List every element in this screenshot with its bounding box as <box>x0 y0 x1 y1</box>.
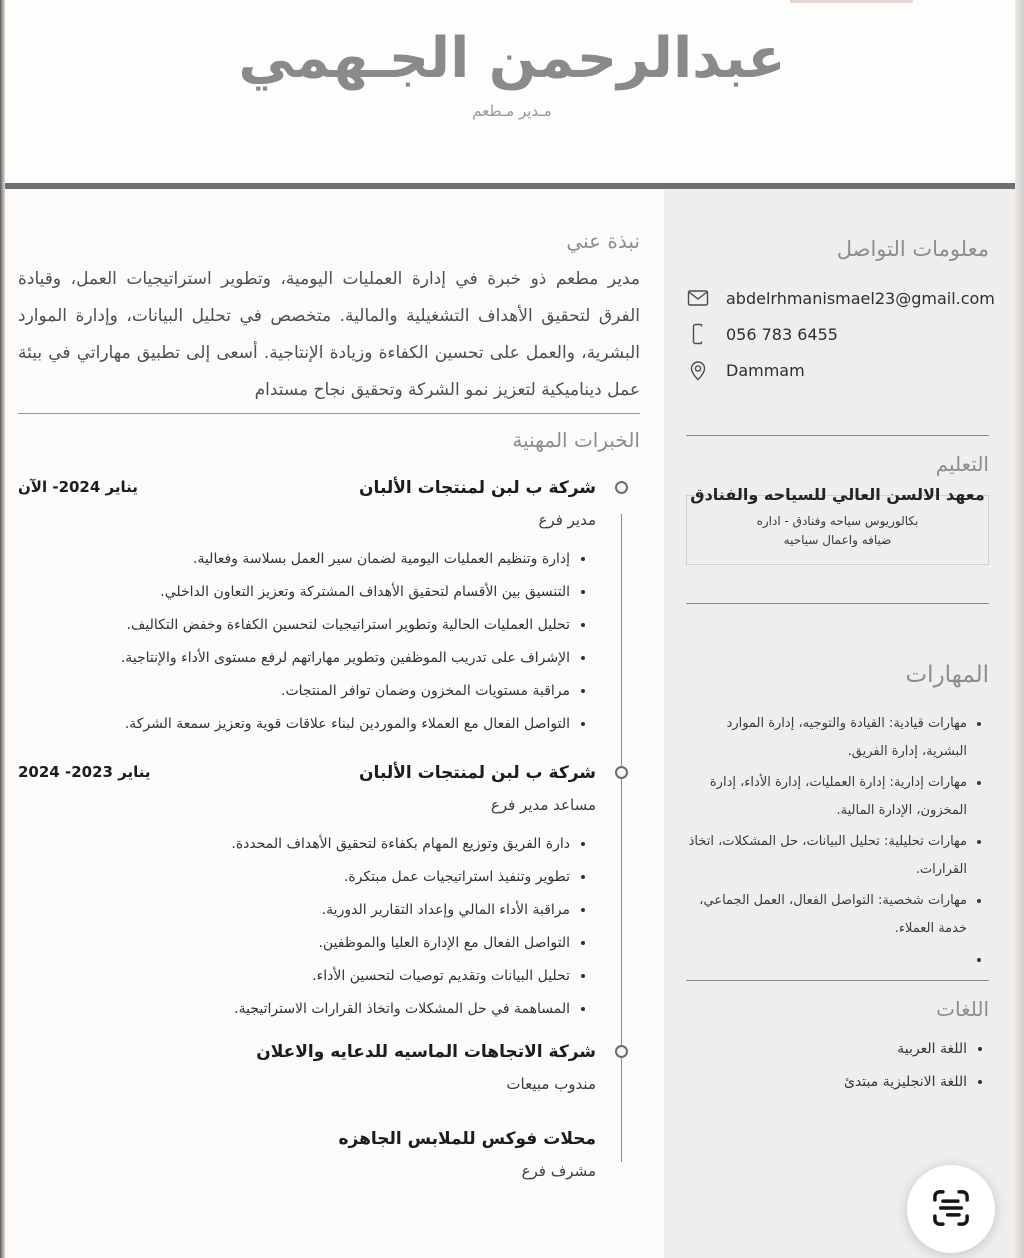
job-role: مدير فرع <box>538 511 596 529</box>
skill-item: • مهارات تحليلية: تحليل البيانات، حل المشكلات، اتخاذ القرارات. <box>686 828 967 884</box>
job-company: محلات فوكس للملابس الجاهزه <box>338 1129 596 1149</box>
contact-location-value: Dammam <box>726 360 805 380</box>
job-bullet: • مراقبة الأداء المالي وإعداد التقارير الدورية. <box>18 894 570 927</box>
skill-item: • مهارات قيادية: القيادة والتوجيه، إدارة الموارد البشرية، إدارة الفريق. <box>686 710 967 766</box>
job-bullet: • إدارة وتنظيم العمليات اليومية لضمان سير العمل بسلاسة وفعالية. <box>18 543 570 576</box>
sidebar-divider <box>686 603 989 604</box>
languages-list <box>686 1041 967 1090</box>
job-title: مـدير مـطعم <box>472 102 552 120</box>
page-left-edge <box>0 0 5 1258</box>
contact-list <box>686 285 995 383</box>
language-item: • اللغة الانجليزية مبتدئ <box>686 1074 967 1090</box>
job-bullet: • التنسيق بين الأقسام لتحقيق الأهداف المشتركة وتعزيز التعاون الداخلي. <box>18 576 570 609</box>
location-pin-icon <box>686 358 710 382</box>
job-company: شركة الاتجاهات الماسيه للدعايه والاعلان <box>256 1042 596 1062</box>
job-bullet: • الإشراف على تدريب الموظفين وتطوير مهاراتهم لرفع مستوى الأداء والإنتاجية. <box>18 642 570 675</box>
timeline-dot-icon <box>615 766 628 779</box>
main-column <box>0 189 664 1258</box>
person-name: عبدالرحمن الجـهمي <box>238 26 786 91</box>
skill-item: • مهارات إدارية: إدارة العمليات، إدارة الأداء، إدارة المخزون، الإدارة المالية. <box>686 769 967 825</box>
job-company: شركة ب لبن لمنتجات الألبان <box>359 478 596 498</box>
sidebar-divider <box>686 435 989 436</box>
job-entry <box>18 478 596 741</box>
timeline-dot-icon <box>615 481 628 494</box>
contact-section-heading: معلومات التواصل <box>836 237 989 261</box>
job-bullet: • المساهمة في حل المشكلات واتخاذ القرارات الاستراتيجية. <box>18 993 570 1026</box>
job-bullet: • دارة الفريق وتوزيع المهام بكفاءة لتحقيق الأهداف المحددة. <box>18 828 570 861</box>
contact-email-value: abdelrhmanismael23@gmail.com <box>726 288 995 308</box>
sidebar <box>664 189 1024 1258</box>
education-degree-line1: بكالوريوس سياحه وفنادق - اداره <box>756 514 919 528</box>
education-institute: معهد الالسن العالي للسياحه والفنادق <box>690 485 985 504</box>
contact-item-phone <box>686 321 989 347</box>
job-role: مساعد مدير فرع <box>490 796 596 814</box>
email-icon <box>686 286 710 310</box>
job-bullets <box>18 543 570 741</box>
job-bullets <box>18 828 570 1026</box>
job-date: يناير 2024- الآن <box>18 478 138 496</box>
resume-header <box>0 0 1024 183</box>
phone-icon <box>686 322 710 346</box>
job-entry <box>18 1129 596 1180</box>
about-section-heading: نبذة عني <box>566 229 640 253</box>
job-bullet: • تحليل العمليات الحالية وتطوير استراتيجيات لتحسين الكفاءة وخفض التكاليف. <box>18 609 570 642</box>
job-bullet: • التواصل الفعال مع العملاء والموردين لبناء علاقات قوية وتعزيز سمعة الشركة. <box>18 708 570 741</box>
language-item: • اللغة العربية <box>686 1041 967 1057</box>
job-role: مندوب مبيعات <box>506 1075 596 1093</box>
job-bullet: • تحليل البيانات وتقديم توصيات لتحسين الأداء. <box>18 960 570 993</box>
experience-timeline <box>18 478 640 1180</box>
experience-section-heading: الخبرات المهنية <box>512 428 640 452</box>
skills-section-heading: المهارات <box>905 662 989 688</box>
page-top-edge <box>790 0 913 3</box>
job-role: مشرف فرع <box>521 1162 596 1180</box>
contact-phone-value: 056 783 6455 <box>726 324 838 344</box>
job-date: يناير 2023- 2024 <box>18 763 151 781</box>
job-bullet: • مراقبة مستويات المخزون وضمان توافر المنتجات. <box>18 675 570 708</box>
scan-button[interactable] <box>907 1165 995 1253</box>
education-degree-line2: ضيافه واعمال سياحيه <box>783 533 892 547</box>
sidebar-divider <box>686 980 989 981</box>
scan-text-icon <box>928 1185 974 1234</box>
contact-item-email <box>686 285 995 311</box>
education-section-heading: التعليم <box>935 452 989 476</box>
skill-item: • مهارات شخصية: التواصل الفعال، العمل الجماعي، خدمة العملاء. <box>686 887 967 943</box>
resume-body <box>0 189 1024 1258</box>
job-bullet: • التواصل الفعال مع الإدارة العليا والموظفين. <box>18 927 570 960</box>
contact-item-location <box>686 357 989 383</box>
about-text: مدير مطعم ذو خبرة في إدارة العمليات اليومية، وتطوير استراتيجيات العمل، وقيادة الفرق لتحقيق الأهداف التشغيلية والمالية. متخصص في تحليل البيانات، وإدارة الموارد البشرية، والعمل على تحسين الكفاءة وزيادة الإنتاجية. أسعى إلى تطبيق مهاراتي في بيئة عمل ديناميكية لتعزيز نمو الشركة وتحقيق نجاح مستدام <box>18 269 640 400</box>
job-entry <box>18 763 596 1026</box>
job-bullet: • تطوير وتنفيذ استراتيجيات عمل مبتكرة. <box>18 861 570 894</box>
skills-list <box>686 710 967 974</box>
timeline-dot-icon <box>615 1045 628 1058</box>
page-right-edge <box>1015 0 1024 1258</box>
languages-section-heading: اللغات <box>936 997 989 1021</box>
skill-item-empty <box>686 946 967 974</box>
job-company: شركة ب لبن لمنتجات الألبان <box>359 763 596 783</box>
main-divider <box>18 413 640 414</box>
job-entry <box>18 1042 596 1093</box>
education-degree-box <box>686 495 989 565</box>
